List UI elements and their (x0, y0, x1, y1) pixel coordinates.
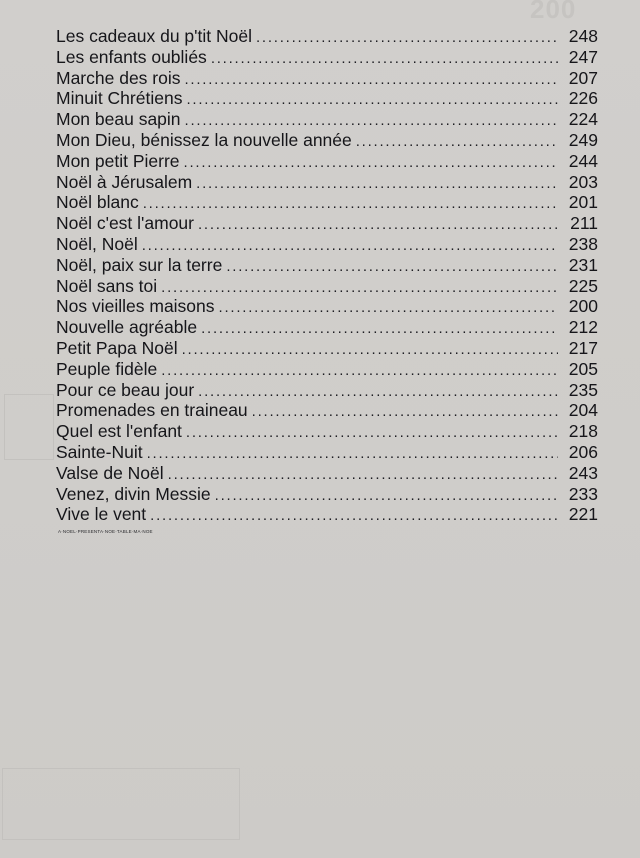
toc-entry (56, 317, 598, 338)
toc-entry-page: 235 (568, 379, 598, 400)
bleed-through-box-left (4, 394, 54, 460)
toc-entry (56, 130, 598, 151)
toc-entry-page: 243 (568, 462, 598, 483)
toc-entry-title: Noël c'est l'amour (56, 213, 194, 234)
toc-entry-title: Les enfants oubliés (56, 46, 207, 67)
dot-leader (185, 70, 559, 91)
toc-entry-page: 204 (568, 400, 598, 421)
toc-entry-page: 231 (568, 254, 598, 275)
bleed-through-page-number: 200 (530, 0, 577, 24)
toc-entry-page: 221 (568, 504, 598, 525)
dot-leader (219, 298, 558, 319)
toc-entry-title: Les cadeaux du p'tit Noël (56, 26, 252, 46)
toc-entry (56, 338, 598, 359)
table-of-contents (56, 26, 598, 525)
dot-leader (252, 402, 558, 423)
dot-leader (168, 465, 558, 486)
toc-entry-page: 201 (568, 192, 598, 213)
toc-entry (56, 276, 598, 297)
toc-entry (56, 213, 598, 234)
toc-entry-title: Mon Dieu, bénissez la nouvelle année (56, 129, 352, 150)
toc-entry-title: Noël, Noël (56, 233, 138, 254)
toc-entry-page: 217 (568, 337, 598, 358)
dot-leader (143, 194, 558, 215)
dot-leader (196, 174, 558, 195)
dot-leader (142, 236, 558, 257)
toc-entry-title: Peuple fidèle (56, 358, 158, 379)
toc-entry-title: Quel est l'enfant (56, 421, 182, 442)
toc-entry-page: 218 (568, 421, 598, 442)
toc-entry (56, 47, 598, 68)
toc-entry-title: Noël blanc (56, 192, 139, 213)
toc-entry (56, 192, 598, 213)
toc-entry-title: Vive le vent (56, 504, 147, 525)
toc-entry-title: Marche des rois (56, 67, 181, 88)
toc-entry (56, 296, 598, 317)
toc-entry (56, 68, 598, 89)
toc-entry-page: 207 (568, 67, 598, 88)
toc-entry-page: 206 (568, 441, 598, 462)
toc-entry (56, 26, 598, 47)
dot-leader (185, 111, 558, 132)
dot-leader (356, 132, 558, 153)
dot-leader (215, 486, 558, 507)
toc-entry (56, 400, 598, 421)
toc-entry (56, 151, 598, 172)
toc-entry-title: Pour ce beau jour (56, 379, 195, 400)
toc-entry (56, 421, 598, 442)
dot-leader (150, 506, 558, 527)
toc-entry (56, 442, 598, 463)
toc-entry-page: 200 (568, 296, 598, 317)
dot-leader (186, 90, 558, 111)
toc-entry-title: Noël, paix sur la terre (56, 254, 223, 275)
toc-entry-page: 244 (568, 150, 598, 171)
toc-entry-title: Promenades en traineau (56, 400, 248, 421)
dot-leader (147, 444, 558, 465)
bleed-through-box-bottom (2, 768, 240, 840)
toc-entry-title: Mon beau sapin (56, 109, 181, 130)
toc-entry-title: Minuit Chrétiens (56, 88, 183, 109)
dot-leader (226, 257, 558, 278)
toc-entry-title: Nouvelle agréable (56, 317, 198, 338)
footer-note: A·NOEL·PRESENTA·NOE·TABLE·MA·NOE (58, 529, 153, 534)
toc-entry (56, 359, 598, 380)
toc-entry-page: 249 (568, 129, 598, 150)
toc-entry-page: 211 (570, 213, 598, 234)
toc-entry-title: Venez, divin Messie (56, 483, 211, 504)
toc-entry (56, 380, 598, 401)
dot-leader (198, 382, 558, 403)
toc-entry-title: Nos vieilles maisons (56, 296, 215, 317)
toc-entry (56, 172, 598, 193)
dot-leader (256, 28, 558, 49)
toc-entry-page: 248 (568, 26, 598, 46)
toc-entry-title: Valse de Noël (56, 462, 164, 483)
dot-leader (201, 319, 558, 340)
dot-leader (211, 49, 558, 70)
toc-entry-page: 203 (568, 171, 598, 192)
toc-entry (56, 463, 598, 484)
toc-entry-page: 225 (568, 275, 598, 296)
toc-entry-title: Noël à Jérusalem (56, 171, 193, 192)
toc-entry (56, 88, 598, 109)
toc-entry-page: 247 (568, 46, 598, 67)
dot-leader (161, 278, 558, 299)
toc-entry-page: 226 (568, 88, 598, 109)
dot-leader (198, 215, 558, 236)
toc-entry (56, 484, 598, 505)
toc-entry-page: 233 (568, 483, 598, 504)
dot-leader (184, 153, 558, 174)
toc-entry (56, 504, 598, 525)
toc-entry-page: 238 (568, 233, 598, 254)
toc-entry (56, 234, 598, 255)
toc-entry-page: 212 (568, 317, 598, 338)
toc-entry-title: Noël sans toi (56, 275, 158, 296)
toc-entry-title: Petit Papa Noël (56, 337, 178, 358)
toc-entry-page: 224 (568, 109, 598, 130)
toc-entry-title: Sainte-Nuit (56, 441, 143, 462)
dot-leader (161, 361, 558, 382)
dot-leader (186, 423, 558, 444)
toc-entry-title: Mon petit Pierre (56, 150, 180, 171)
toc-entry (56, 255, 598, 276)
toc-entry-page: 205 (568, 358, 598, 379)
toc-entry (56, 109, 598, 130)
dot-leader (182, 340, 558, 361)
